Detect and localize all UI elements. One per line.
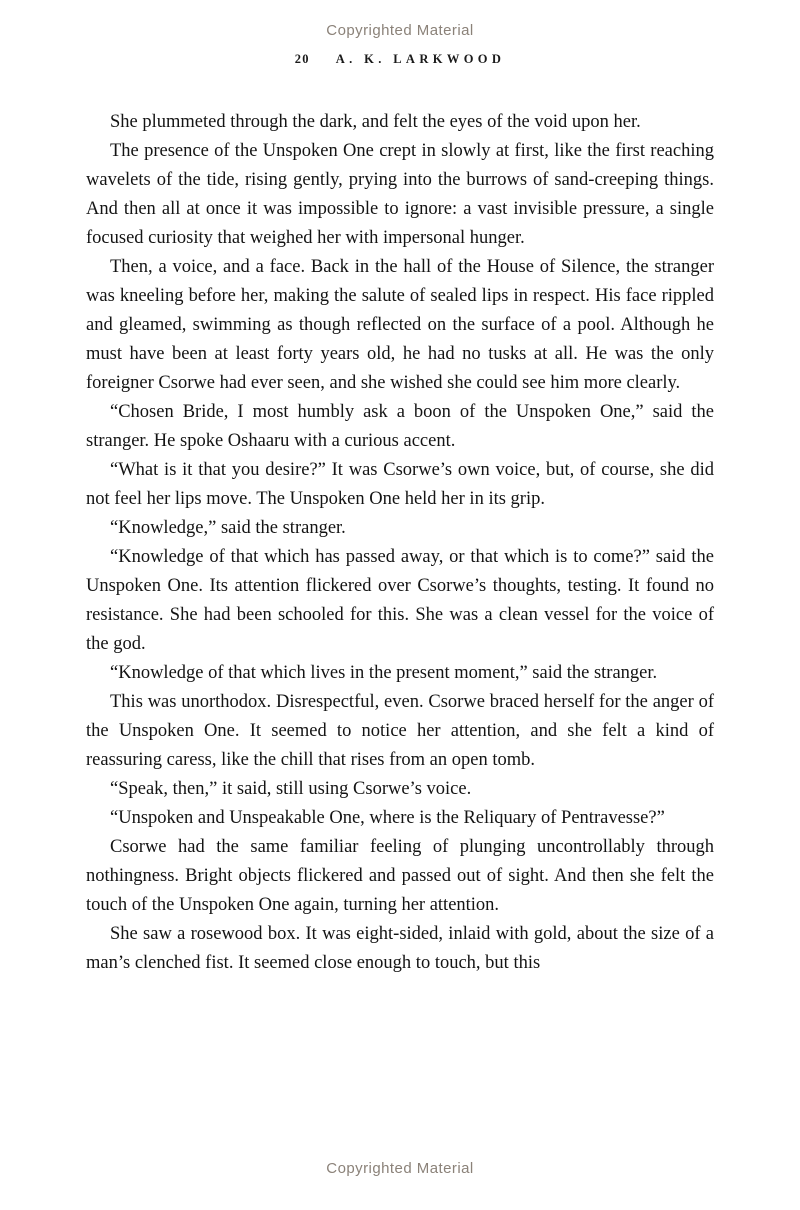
body-text <box>86 108 714 978</box>
paragraph: “Unspoken and Unspeakable One, where is the Reliquary of Pentravesse?” <box>110 808 665 828</box>
paragraph: She saw a rosewood box. It was eight-sided, inlaid with gold, about the size of a man’s clenched fist. It seemed close enough to touch, but this <box>86 924 714 973</box>
paragraph: “Chosen Bride, I most humbly ask a boon of the Unspoken One,” said the stranger. He spoke Oshaaru with a curious accent. <box>86 402 714 451</box>
paragraph: “Knowledge,” said the stranger. <box>110 518 346 538</box>
paragraph: She plummeted through the dark, and felt the eyes of the void upon her. <box>110 112 641 132</box>
paragraph: “Knowledge of that which has passed away, or that which is to come?” said the Unspoken One. Its attention flickered over Csorwe’s thoughts, testing. It found no resistance. She had been schooled for this. She was a clean vessel for the voice of the god. <box>86 547 714 654</box>
copyright-notice-top: Copyrighted Material <box>326 22 474 39</box>
paragraph: Csorwe had the same familiar feeling of plunging uncontrollably through nothingness. Bright objects flickered and passed out of sight. And then she felt the touch of the Unspoken One again, turning her attention. <box>86 837 714 915</box>
copyright-notice-bottom: Copyrighted Material <box>326 1160 474 1177</box>
paragraph: “Speak, then,” it said, still using Csorwe’s voice. <box>110 779 472 799</box>
paragraph: Then, a voice, and a face. Back in the hall of the House of Silence, the stranger was kneeling before her, making the salute of sealed lips in respect. His face rippled and gleamed, swimming as though reflected on the surface of a pool. Although he must have been at least forty years old, he had no tusks at all. He was the only foreigner Csorwe had ever seen, and she wished she could see him more clearly. <box>86 257 714 393</box>
running-header-author: A. K. LARKWOOD <box>335 52 506 66</box>
page-header <box>0 52 800 67</box>
paragraph: “Knowledge of that which lives in the present moment,” said the stranger. <box>110 663 658 683</box>
paragraph: This was unorthodox. Disrespectful, even. Csorwe braced herself for the anger of the Unspoken One. It seemed to notice her attention, and she felt a kind of reassuring caress, like the chill that rises from an open tomb. <box>86 692 714 770</box>
page-number: 20 <box>294 52 310 66</box>
paragraph: “What is it that you desire?” It was Csorwe’s own voice, but, of course, she did not feel her lips move. The Unspoken One held her in its grip. <box>86 460 714 509</box>
paragraph: The presence of the Unspoken One crept in slowly at first, like the first reaching wavelets of the tide, rising gently, prying into the burrows of sand-creeping things. And then all at once it was impossible to ignore: a vast invisible pressure, a single focused curiosity that weighed her with impersonal hunger. <box>86 141 714 248</box>
